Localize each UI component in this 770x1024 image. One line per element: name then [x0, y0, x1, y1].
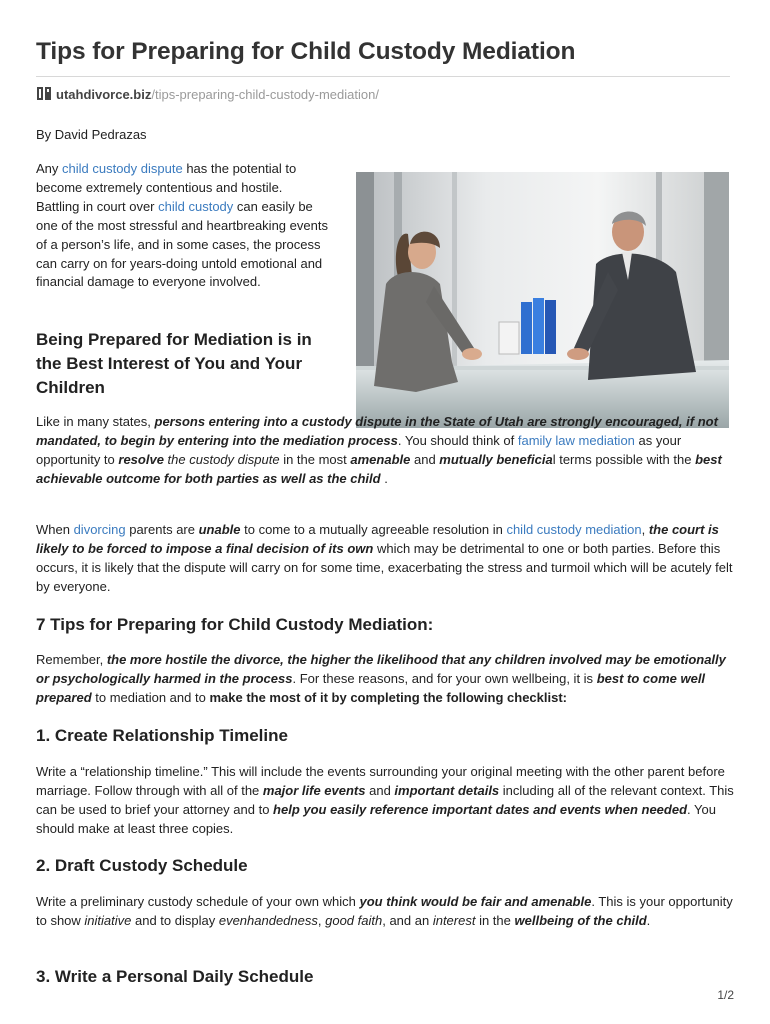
s1p1-text-2: . You should think of [397, 432, 518, 448]
t1-emphasis-1: major life events [262, 782, 366, 798]
t1-text-3: including all of the relevant context. This can be used to brief your attorney and to [36, 782, 734, 817]
s1p1-italic-1: the custody dispute [163, 451, 280, 467]
source-domain[interactable]: utahdivorce.biz [56, 86, 152, 102]
site-logo-icon [36, 86, 52, 102]
intro-paragraph [36, 160, 328, 292]
s2-emphasis-2: best to come well prepared [36, 670, 706, 705]
s1p1-emphasis-2: resolve [118, 451, 164, 467]
t2-emphasis-2: wellbeing of the child [514, 912, 647, 928]
s1p1-text-4: in the most [279, 451, 351, 467]
tip-2-paragraph [36, 893, 736, 931]
s1p1-emphasis-4: mutually beneficia [439, 451, 553, 467]
tip-1-paragraph [36, 763, 736, 839]
source-line [36, 86, 379, 102]
s1p1-text-6: l terms possible with the [552, 451, 696, 467]
s1p1-text-1: Like in many states, [36, 414, 155, 429]
t1-emphasis-2: important details [394, 782, 500, 798]
tip-3-heading: 3. Write a Personal Daily Schedule [36, 967, 314, 986]
s1p1-text-3: as your opportunity to [36, 432, 682, 467]
mediation-photo-image [356, 172, 729, 428]
intro-text-1: Any [36, 161, 63, 176]
section1-paragraph-1 [36, 413, 736, 489]
section2-paragraph [36, 651, 736, 708]
section-heading-being-prepared: Being Prepared for Mediation is in the Best Interest of You and Your Children [36, 330, 312, 397]
s1p1-emphasis-3: amenable [350, 451, 411, 467]
link-child-custody-mediation[interactable]: child custody mediation [506, 522, 642, 537]
t2-text-3: and to display [131, 912, 219, 928]
s1p2-text-5: which may be detrimental to one or both parties. Before this occurs, it is likely that the dispute will carry on for some time, exacerbating the stress and turmoil which will be acutely felt by everyone. [36, 540, 733, 594]
t1-emphasis-3: help you easily reference important dates and events when needed [273, 801, 688, 817]
t2-text-1: Write a preliminary custody schedule of your own which [36, 894, 360, 909]
byline: By David Pedrazas [36, 127, 147, 142]
link-divorcing[interactable]: divorcing [73, 522, 126, 537]
tip-1-heading: 1. Create Relationship Timeline [36, 726, 288, 745]
title-divider [36, 76, 730, 77]
t2-italic-1: initiative [84, 912, 132, 928]
section1-paragraph-2 [36, 521, 736, 597]
s2-text-2: . For these reasons, and for your own wellbeing, it is [292, 670, 597, 686]
link-family-law-mediation[interactable]: family law mediation [517, 432, 635, 448]
section-heading-7-tips: 7 Tips for Preparing for Child Custody Mediation: [36, 615, 434, 634]
intro-text-3: can easily be one of the most stressful and heartbreaking events of a person’s life, and in some cases, the process can carry on for years-doing untold emotional and financial damage to everyone involved. [36, 198, 328, 290]
tip-2-heading: 2. Draft Custody Schedule [36, 856, 248, 875]
link-child-custody[interactable]: child custody [158, 198, 234, 214]
t2-text-7: . [646, 912, 651, 928]
t2-italic-3: good faith [325, 912, 383, 928]
intro-text-2: has the potential to become extremely contentious and hostile. Battling in court over [36, 161, 297, 214]
t2-text-6: in the [475, 912, 515, 928]
t2-emphasis-1: you think would be fair and amenable [359, 894, 592, 909]
page-title: Tips for Preparing for Child Custody Mediation [36, 38, 576, 65]
t1-text-2: and [365, 782, 395, 798]
s1p2-emphasis-2: the court is likely to be forced to impose a final decision of its own [36, 522, 719, 556]
s2-emphasis-1: the more hostile the divorce, the higher the likelihood that any children involved may be emotionally or psychologically harmed in the process [36, 652, 726, 686]
s1p2-text-1: When [36, 522, 74, 537]
link-child-custody-dispute[interactable]: child custody dispute [62, 161, 183, 176]
t2-text-2: . This is your opportunity to show [36, 894, 733, 928]
s2-bold-1: make the most of it by completing the following checklist: [209, 689, 567, 705]
t2-text-4: , [317, 912, 326, 928]
s1p2-text-3: to come to a mutually agreeable resolution in [240, 522, 507, 537]
t2-text-5: , and an [382, 912, 433, 928]
s2-text-1: Remember, [36, 652, 107, 667]
t1-text-4: . You should make at least three copies. [36, 801, 716, 836]
t2-italic-4: interest [432, 912, 476, 928]
t1-text-1: Write a “relationship timeline.” This will include the events surrounding your original meeting with the other parent before marriage. Follow through with all of the [36, 764, 725, 798]
s1p1-text-7: . [380, 470, 388, 486]
t2-italic-2: evenhandedness [218, 912, 318, 928]
s1p2-emphasis-1: unable [198, 522, 241, 537]
s1p2-text-2: parents are [125, 522, 199, 537]
source-path[interactable]: /tips-preparing-child-custody-mediation/ [151, 86, 379, 102]
s1p1-emphasis-5: best achievable outcome for both parties as well as the child [36, 451, 722, 486]
s1p1-emphasis-1: persons entering into a custody dispute in the State of Utah are strongly encouraged, if not mandated, to begin by entering into the mediation process [36, 414, 718, 448]
s2-text-3: to mediation and to [91, 689, 210, 705]
s1p2-text-4: , [641, 522, 649, 537]
s1p1-text-5: and [410, 451, 440, 467]
article-photo [356, 172, 729, 428]
page-number: 1/2 [717, 988, 734, 1002]
